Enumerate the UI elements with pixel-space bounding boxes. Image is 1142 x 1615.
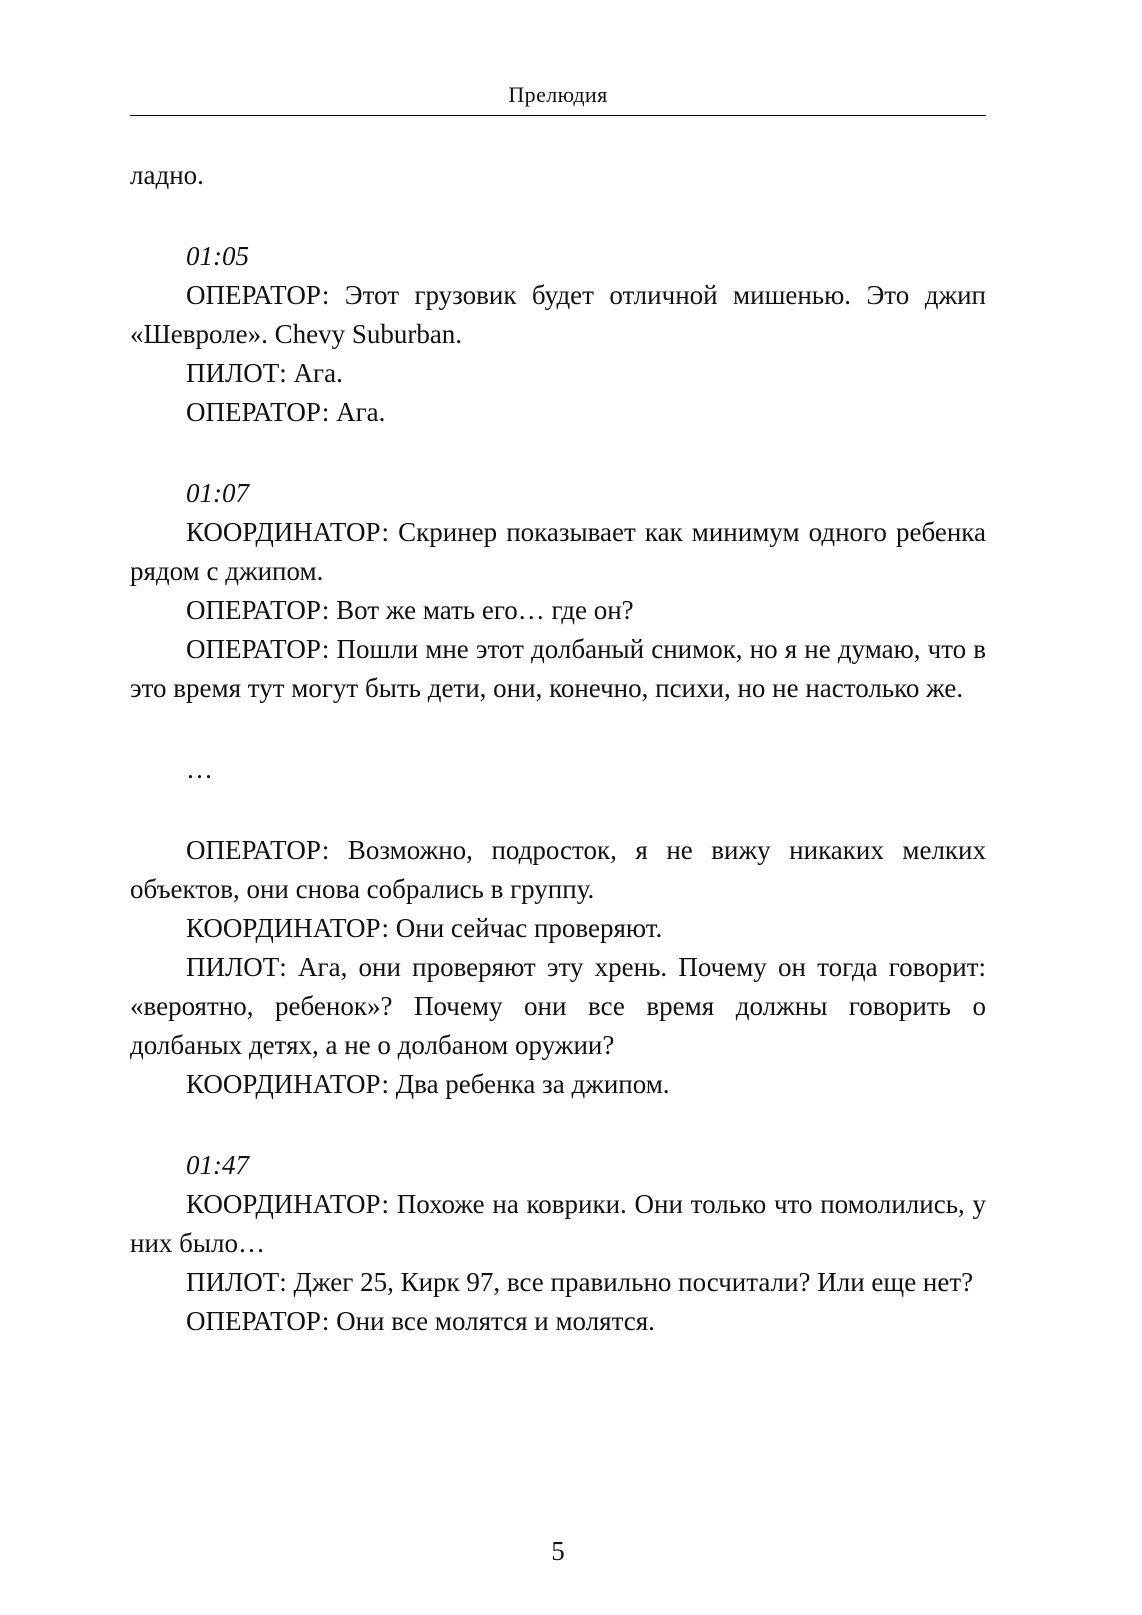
dialogue-paragraph: КООРДИНАТОР: Два ребенка за джипом. <box>186 1069 670 1099</box>
timestamp: 01:47 <box>186 1150 249 1180</box>
dialogue-paragraph: ОПЕРАТОР: Возможно, подросток, я не вижу никаких мелких объектов, они снова собрались в группу. <box>130 835 986 904</box>
dialogue-paragraph: КООРДИНАТОР: Похоже на коврики. Они только что помолились, у них было… <box>130 1189 986 1258</box>
page-body <box>130 156 986 1341</box>
dialogue-paragraph: ПИЛОТ: Джег 25, Кирк 97, все правильно посчитали? Или еще нет? <box>186 1267 974 1297</box>
timestamp: 01:07 <box>186 478 249 508</box>
page-content <box>130 82 986 1341</box>
header-rule <box>130 115 986 116</box>
dialogue-paragraph: ОПЕРАТОР: Этот грузовик будет отличной мишенью. Это джип «Шевроле». Chevy Suburban. <box>130 280 986 349</box>
dialogue-paragraph: ОПЕРАТОР: Они все молятся и молятся. <box>186 1306 655 1336</box>
dialogue-paragraph: ОПЕРАТОР: Вот же мать его… где он? <box>186 595 634 625</box>
dialogue-paragraph: ОПЕРАТОР: Пошли мне этот долбаный снимок, но я не думаю, что в это время тут могут быть дети, они, конечно, психи, но не настолько же. <box>130 634 986 703</box>
dialogue-paragraph: КООРДИНАТОР: Они сейчас проверяют. <box>186 913 663 943</box>
page-header <box>130 82 986 116</box>
dialogue-paragraph: ПИЛОТ: Ага, они проверяют эту хрень. Почему он тогда говорит: «вероятно, ребенок»? Почему они все время должны говорить о долбаных детях, а не о долбаном оружии? <box>130 952 986 1060</box>
running-header: Прелюдия <box>508 82 608 107</box>
page-number: 5 <box>551 1536 565 1566</box>
dialogue-paragraph: ОПЕРАТОР: Ага. <box>186 397 386 427</box>
dialogue-paragraph: ладно. <box>130 160 204 190</box>
timestamp: 01:05 <box>186 241 249 271</box>
ellipsis-separator: … <box>186 754 213 784</box>
dialogue-paragraph: ПИЛОТ: Ага. <box>186 358 343 388</box>
dialogue-paragraph: КООРДИНАТОР: Скринер показывает как минимум одного ребенка рядом с джипом. <box>130 517 986 586</box>
